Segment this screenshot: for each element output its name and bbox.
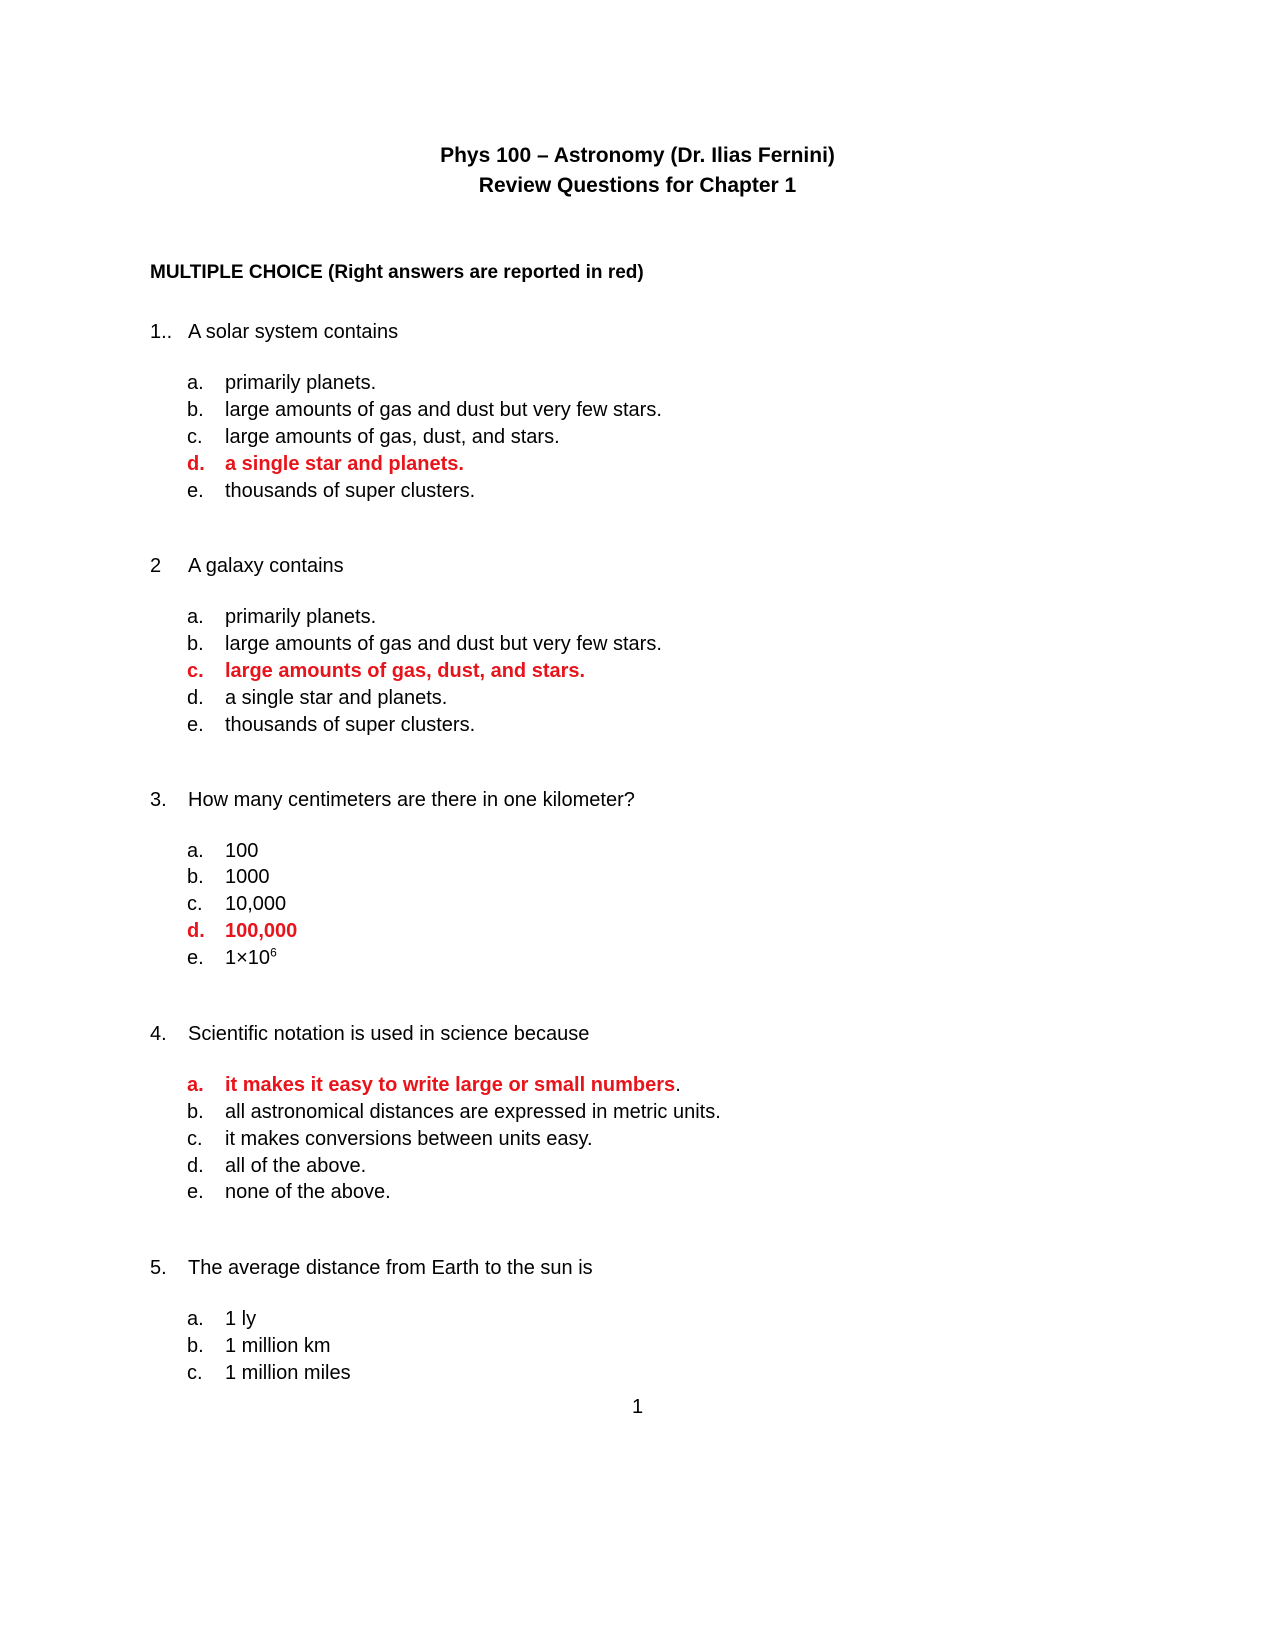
question-text: A solar system contains — [188, 321, 399, 343]
q1-option-b — [187, 396, 662, 424]
question-4 — [150, 1023, 589, 1046]
q1-option-e — [187, 477, 475, 505]
option-letter: b. — [187, 633, 204, 655]
q1-option-a — [187, 369, 376, 397]
q4-option-e — [187, 1178, 391, 1206]
q5-option-b — [187, 1332, 331, 1360]
q5-option-c — [187, 1359, 351, 1387]
option-letter: d. — [187, 687, 204, 709]
option-letter: e. — [187, 1181, 204, 1203]
q4-option-b — [187, 1098, 721, 1126]
option-text: large amounts of gas, dust, and stars. — [225, 426, 560, 448]
option-letter: c. — [187, 660, 204, 682]
option-letter: e. — [187, 947, 204, 969]
option-text: 10,000 — [225, 893, 287, 915]
option-letter: e. — [187, 480, 204, 502]
page-number: 1 — [631, 1396, 644, 1418]
option-text: a single star and planets. — [225, 687, 448, 709]
q4-option-d — [187, 1152, 366, 1180]
option-text: 100,000 — [225, 920, 298, 942]
q3-option-a — [187, 837, 258, 865]
option-letter: a. — [187, 840, 204, 862]
option-text: 1000 — [225, 866, 270, 888]
q3-option-c — [187, 890, 286, 918]
option-text: large amounts of gas and dust but very few stars. — [225, 399, 662, 421]
option-text: large amounts of gas and dust but very few stars. — [225, 633, 662, 655]
question-1 — [150, 321, 398, 344]
q2-option-a — [187, 603, 376, 631]
question-number: 3. — [150, 789, 167, 811]
option-letter: a. — [187, 372, 204, 394]
option-text: it makes it easy to write large or small numbers — [225, 1074, 676, 1096]
option-text: thousands of super clusters. — [225, 480, 476, 502]
option-text: 1×10 — [225, 947, 271, 969]
question-number: 1.. — [150, 321, 173, 343]
question-number: 5. — [150, 1257, 167, 1279]
option-letter: b. — [187, 1101, 204, 1123]
option-text: none of the above. — [225, 1181, 391, 1203]
section-heading: MULTIPLE CHOICE (Right answers are reported in red) — [150, 262, 644, 283]
option-letter: b. — [187, 1335, 204, 1357]
option-letter: d. — [187, 920, 205, 942]
q5-option-a — [187, 1305, 256, 1333]
question-text: The average distance from Earth to the sun is — [188, 1257, 593, 1279]
option-letter: c. — [187, 893, 203, 915]
q2-option-b — [187, 630, 662, 658]
document-subtitle: Review Questions for Chapter 1 — [478, 174, 797, 197]
option-letter: c. — [187, 1128, 203, 1150]
option-letter: d. — [187, 1155, 204, 1177]
document-title: Phys 100 – Astronomy (Dr. Ilias Fernini) — [440, 144, 835, 167]
option-text: it makes conversions between units easy. — [225, 1128, 593, 1150]
option-text: large amounts of gas, dust, and stars. — [225, 660, 586, 682]
option-letter: e. — [187, 714, 204, 736]
option-letter: b. — [187, 399, 204, 421]
option-text: 1 ly — [225, 1308, 257, 1330]
option-trailing-period: . — [675, 1074, 681, 1096]
q2-option-e — [187, 711, 475, 739]
option-text: thousands of super clusters. — [225, 714, 476, 736]
q3-option-b — [187, 863, 270, 891]
question-text: How many centimeters are there in one kilometer? — [188, 789, 635, 811]
option-text: 100 — [225, 840, 259, 862]
option-text: a single star and planets. — [225, 453, 464, 475]
question-3 — [150, 789, 635, 812]
option-letter: a. — [187, 606, 204, 628]
question-5 — [150, 1257, 593, 1280]
option-letter: d. — [187, 453, 205, 475]
question-2 — [150, 555, 344, 578]
option-text: 1 million km — [225, 1335, 331, 1357]
question-number: 2 — [150, 555, 162, 577]
q1-option-c — [187, 423, 560, 451]
question-text: A galaxy contains — [188, 555, 344, 577]
question-number: 4. — [150, 1023, 167, 1045]
option-text: all of the above. — [225, 1155, 367, 1177]
question-text: Scientific notation is used in science because — [188, 1023, 590, 1045]
option-letter: a. — [187, 1074, 204, 1096]
q2-option-d — [187, 684, 447, 712]
option-text: 1 million miles — [225, 1362, 351, 1384]
q2-option-c-correct-answer — [187, 657, 585, 685]
q4-option-c — [187, 1125, 593, 1153]
option-letter: c. — [187, 426, 203, 448]
q4-option-a-correct-answer — [187, 1071, 681, 1099]
option-text: primarily planets. — [225, 606, 377, 628]
option-letter: a. — [187, 1308, 204, 1330]
q3-option-d-correct-answer — [187, 917, 297, 945]
q1-option-d-correct-answer — [187, 450, 464, 478]
option-letter: c. — [187, 1362, 203, 1384]
option-text: all astronomical distances are expressed in metric units. — [225, 1101, 721, 1123]
superscript-exponent: 6 — [270, 945, 277, 960]
option-text: primarily planets. — [225, 372, 377, 394]
option-letter: b. — [187, 866, 204, 888]
q3-option-e — [187, 944, 277, 972]
